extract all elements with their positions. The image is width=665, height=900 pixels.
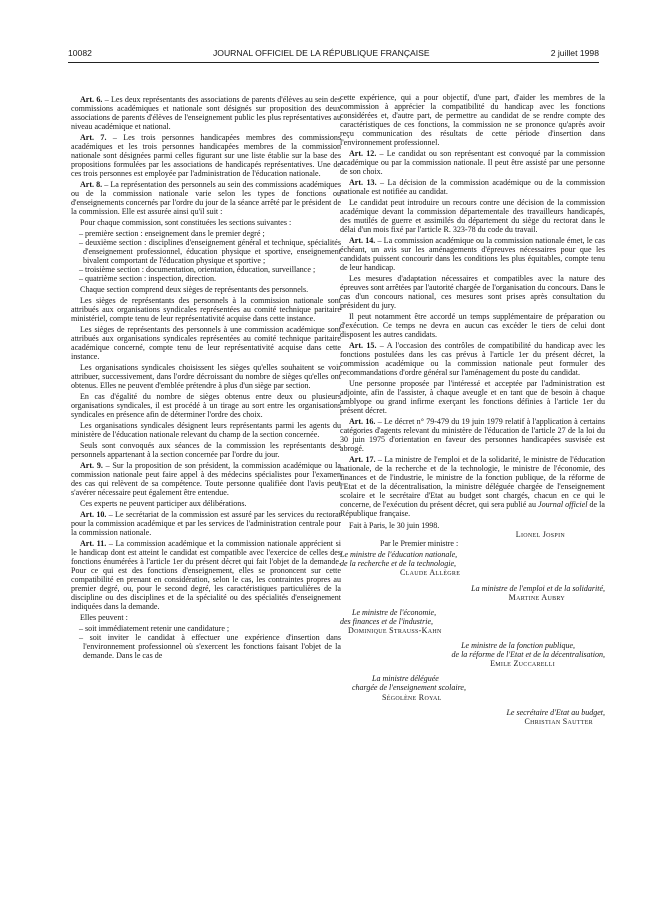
paragraph: Les organisations syndicales choisissent les sièges qu'elles souhaitent se voir attribuer, successivement, dans l'ordre décroissant du nombre de sièges qu'elles ont obtenus. Elles ne peuvent d'emblée prétendre à plus d'un siège par section. [71, 363, 341, 390]
paragraph: Les organisations syndicales désignent leurs représentants parmi les agents du ministère de l'éducation nationale relevant du champ de la section concernée. [71, 421, 341, 439]
article-label: Art. 7. [80, 133, 107, 142]
paragraph: Les mesures d'adaptation nécessaires et compatibles avec la nature des épreuves sont arrêtées par l'autorité chargée de l'organisation du concours. Dans le cas d'un concours national, ces mesures sont prises après consultation du président du jury. [340, 274, 605, 310]
signatory-name: Emile Zuccarelli [490, 659, 555, 669]
paragraph: Elles peuvent : [80, 613, 128, 622]
article-9 [71, 461, 341, 497]
article-7 [71, 133, 341, 178]
article-text: – A l'occasion des contrôles de compatibilité du handicap avec les fonctions postulées dans les cas prévus à l'article 1er du présent décret, la commission académique ou la commission nationale peut formuler des recommandations d'ordre général sur l'aménagement du poste du candidat. [340, 341, 605, 377]
paragraph: Chaque section comprend deux sièges de représentants des personnels. [80, 285, 309, 294]
article-text: – Le décret n° 79-479 du 19 juin 1979 relatif à l'application à certains catégories d'agents relevant du ministère de l'éducation de l'article 27 de la loi du 30 juin 1975 d'orientation en faveur des personnes handicapées susvisée est abrogé. [340, 417, 605, 453]
article-label: Art. 10. [80, 510, 107, 519]
article-15 [340, 341, 605, 377]
paragraph: Les sièges de représentants des personnels à la commission nationale sont attribués aux organisations syndicales représentées au comité technique paritaire ministériel, compte tenu de leur représentativité acquise dans cette instance. [71, 296, 341, 323]
article-14 [340, 236, 605, 272]
signatory-title: de la réforme de l'Etat et de la décentralisation, [451, 650, 605, 660]
paragraph: Ces experts ne peuvent participer aux délibérations. [80, 499, 247, 508]
list-item: – troisième section : documentation, orientation, éducation, surveillance ; [79, 265, 316, 274]
paragraph: Les sièges de représentants des personnels à une commission académique sont attribués aux organisations syndicales représentées au comité technique paritaire académique concerné, compte tenu de leur représentativité acquise dans cette instance. [71, 325, 341, 361]
article-label: Art. 17. [349, 455, 376, 464]
list-item: – soit immédiatement retenir une candidature ; [79, 624, 230, 633]
signatory-title: Le ministre de l'économie, [352, 607, 437, 617]
article-label: Art. 11. [80, 539, 107, 548]
signatory-title: de la recherche et de la technologie, [340, 559, 457, 569]
signatory-name: Dominique Strauss-Kahn [348, 625, 442, 635]
article-label: Art. 9. [80, 461, 103, 470]
list-item: – deuxième section : disciplines d'enseignement général et technique, spécialités d'enseignement professionnel, éducation physique et sportive, enseignement bivalent comportant de l'éducation physique et sportive ; [79, 238, 341, 265]
article-6 [71, 95, 341, 131]
article-text: de la République française. [340, 500, 605, 518]
paragraph: Il peut notamment être accordé un temps supplémentaire de préparation ou d'exécution. Ce temps ne devra en aucun cas excéder le tiers de celui dont disposent les autres candidats. [340, 312, 605, 339]
paragraph: Pour chaque commission, sont constituées les sections suivantes : [80, 218, 292, 227]
list-item: – première section : enseignement dans le premier degré ; [79, 229, 265, 238]
right-column [340, 93, 605, 726]
sections-list [71, 229, 341, 283]
article-16 [340, 417, 605, 453]
signatory-title: chargée de l'enseignement scolaire, [352, 683, 466, 693]
prime-minister-label: Par le Premier ministre : [380, 539, 459, 549]
article-text: – Sur la proposition de son président, la commission académique ou la commission nationale peut faire appel à des médecins spécialistes pour l'examen des cas qui relèvent de sa compétence. Toute personne qualifiée dont l'avis peut s'avérer nécessaire peut également être entendue. [71, 461, 341, 497]
journal-title: JOURNAL OFFICIEL DE LA RÉPUBLIQUE FRANÇAISE [212, 48, 430, 58]
article-label: Art. 6. [80, 95, 103, 104]
options-list [71, 624, 341, 660]
page-number: 10082 [68, 48, 92, 58]
article-label: Art. 15. [349, 341, 377, 350]
article-text: – Les trois personnes handicapées membres des commissions académiques et les trois personnes handicapées membres de la commission nationale sont désignées parmi celles figurant sur une liste établie sur la base des propositions formulées par les associations de handicapés représentatives. Une de ces trois personnes est employée par l'administration de l'éducation nationale. [71, 133, 341, 178]
header-rule [68, 62, 599, 63]
signatory-title: Le ministre de l'éducation nationale, [340, 550, 458, 560]
signatory-title: La ministre de l'emploi et de la solidarité, [471, 583, 605, 593]
paragraph: Seuls sont convoqués aux séances de la commission les représentants des personnels appartenant à la section concernée par l'ordre du jour. [71, 441, 341, 459]
article-text: – Le candidat ou son représentant est convoqué par la commission académique ou par la commission nationale. Il peut être assisté par une personne de son choix. [340, 149, 605, 176]
signatory-title: Le ministre de la fonction publique, [461, 641, 575, 651]
page-header [68, 46, 599, 60]
paragraph: cette expérience, qui a pour objectif, d'une part, d'aider les membres de la commission à apprécier la compatibilité du handicap avec les fonctions considérées et, d'autre part, de permettre au candidat de se rendre compte des caractéristiques de ces fonctions, la commission ne se prononce qu'après avoir reçu communication des résultats de cette période d'insertion dans l'environnement professionnel. [340, 93, 605, 147]
left-column [71, 93, 341, 662]
list-item: – soit inviter le candidat à effectuer une expérience d'insertion dans l'environnement professionnel où s'exercent les fonctions faisant l'objet de la demande. Dans le cas de [79, 633, 341, 660]
article-label: Art. 12. [349, 149, 377, 158]
article-label: Art. 8. [80, 180, 103, 189]
article-text: – Le secrétariat de la commission est assuré par les services du rectorat pour la commission académique et par les services de l'administration centrale pour la commission nationale. [71, 510, 341, 537]
article-12 [340, 149, 605, 176]
paragraph: Une personne proposée par l'intéressé et acceptée par l'administration est adjointe, afin de l'assister, à chaque aveugle et en tant que de besoin à chaque amblyope ou grand infirme exerçant les fonctions définies à l'article 1er du présent décret. [340, 379, 605, 415]
article-label: Art. 14. [349, 236, 376, 245]
article-text: – La représentation des personnels au sein des commissions académiques ou de la commission nationale varie selon les types de fonctions ou d'enseignements concernés par l'ordre du jour de la séance arrêté par le président de la commission. Elle est assurée ainsi qu'il suit : [71, 180, 341, 216]
signature-block [340, 521, 605, 726]
article-text: – La ministre de l'emploi et de la solidarité, le ministre de l'éducation nationale, de la recherche et de la technologie, le ministre de l'économie, des finances et de l'industrie, le ministre de la fonction publique, de la réforme de l'Etat et de la décentralisation, la ministre déléguée chargée de l'enseignement scolaire et le secrétaire d'Etat au budget sont chargés, chacun en ce qui le concerne, de l'exécution du présent décret, qui sera publié au [340, 455, 605, 509]
signatory-name: Ségolène Royal [382, 692, 442, 702]
article-11 [71, 539, 341, 611]
article-10 [71, 510, 341, 537]
paragraph: Le candidat peut introduire un recours contre une décision de la commission académique devant la commission départementale des travailleurs handicapés, des mutilés de guerre et assimilés du département du siège du rectorat dans le délai d'un mois fixé par l'article R. 323-78 du code du travail. [340, 198, 605, 234]
signatory-name: Martine Aubry [508, 592, 565, 602]
signatory-name: Claude Allègre [400, 568, 461, 578]
article-text: – La commission académique ou la commission nationale émet, le cas échéant, un avis sur les aménagements d'épreuves nécessaires pour que les candidats puissent concourir dans les conditions les plus équitables, compte tenu de leur handicap. [340, 236, 605, 272]
article-label: Art. 13. [349, 178, 377, 187]
journal-reference: Journal officiel [538, 500, 588, 509]
article-text: – Les deux représentants des associations de parents d'élèves au sein des commissions académiques et nationale sont désignés sur proposition des deux associations de parents d'élèves de l'enseignement public les plus représentatives au niveau académique et national. [71, 95, 341, 131]
article-13 [340, 178, 605, 196]
article-text: – La commission académique et la commission nationale apprécient si le handicap dont est atteint le candidat est compatible avec l'exercice de celles des fonctions énumérées à l'article 1er du présent décret qui fait l'objet de la demande. Pour ce qui est des fonctions d'enseignement, elles se prononcent sur cette compatibilité en prenant en considération, selon le cas, les contraintes propres au premier degré, ou, pour le second degré, les caractéristiques particulières de la discipline ou des disciplines et de la spécialité ou des spécialités d'enseignement indiquées dans la demande. [71, 539, 341, 611]
paragraph: En cas d'égalité du nombre de sièges obtenus entre deux ou plusieurs organisations syndicales, il est procédé à un tirage au sort entre les organisations syndicales en présence afin de déterminer l'ordre des choix. [71, 392, 341, 419]
signatory-name: Christian Sautter [524, 716, 593, 726]
fait-line: Fait à Paris, le 30 juin 1998. [349, 521, 440, 530]
signatory-title: Le secrétaire d'Etat au budget, [506, 707, 605, 717]
signatory-title: La ministre déléguée [372, 674, 439, 684]
article-17 [340, 455, 605, 518]
article-text: – La décision de la commission académique ou de la commission nationale est notifiée au candidat. [340, 178, 605, 196]
list-item: – quatrième section : inspection, direction. [79, 274, 216, 283]
article-8 [71, 180, 341, 216]
prime-minister-name: Lionel Jospin [515, 530, 565, 540]
issue-date: 2 juillet 1998 [550, 48, 599, 58]
article-label: Art. 16. [349, 417, 376, 426]
signatory-title: des finances et de l'industrie, [340, 616, 434, 626]
